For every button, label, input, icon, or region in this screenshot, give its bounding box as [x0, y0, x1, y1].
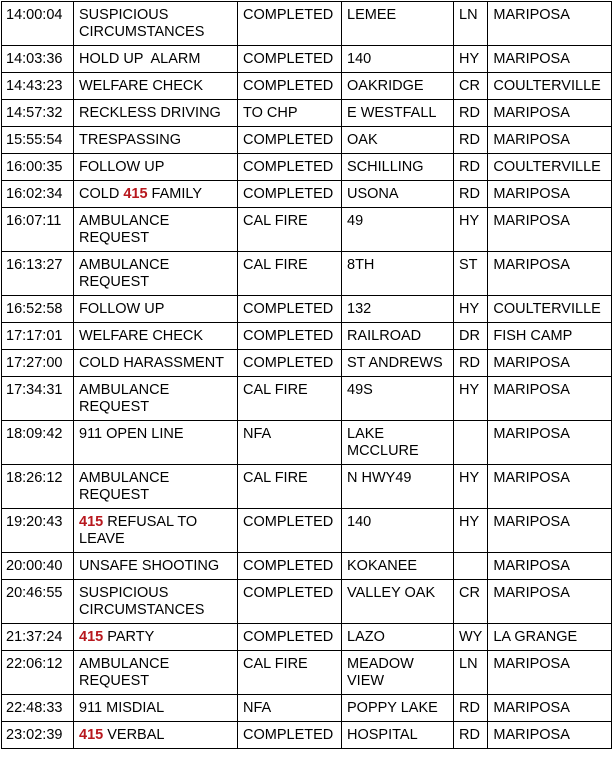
city-cell: LA GRANGE	[488, 624, 612, 651]
call-type-text: 911 OPEN LINE	[79, 426, 184, 442]
city-cell: MARIPOSA	[488, 509, 612, 553]
table-row	[2, 252, 612, 296]
call-type-text: AMBULANCE REQUEST	[79, 382, 170, 415]
time-cell: 14:43:23	[2, 73, 74, 100]
table-row	[2, 46, 612, 73]
status-cell: NFA	[238, 421, 342, 465]
time-cell: 16:07:11	[2, 208, 74, 252]
time-cell: 20:46:55	[2, 580, 74, 624]
city-cell: MARIPOSA	[488, 695, 612, 722]
code-415-badge: 415	[123, 186, 148, 202]
table-row	[2, 2, 612, 46]
street-cell: VALLEY OAK	[342, 580, 454, 624]
time-cell: 22:06:12	[2, 651, 74, 695]
time-cell: 16:52:58	[2, 296, 74, 323]
time-cell: 18:09:42	[2, 421, 74, 465]
call-type-cell	[74, 181, 238, 208]
street-suffix-cell: HY	[454, 377, 488, 421]
status-cell: COMPLETED	[238, 509, 342, 553]
table-row	[2, 580, 612, 624]
table-row	[2, 377, 612, 421]
call-type-text: HOLD UP ALARM	[79, 51, 201, 67]
city-cell: COULTERVILLE	[488, 73, 612, 100]
table-row	[2, 181, 612, 208]
call-type-cell	[74, 252, 238, 296]
status-cell: COMPLETED	[238, 553, 342, 580]
table-row	[2, 695, 612, 722]
street-suffix-cell: RD	[454, 350, 488, 377]
city-cell: MARIPOSA	[488, 421, 612, 465]
time-cell: 19:20:43	[2, 509, 74, 553]
call-type-cell	[74, 465, 238, 509]
time-cell: 22:48:33	[2, 695, 74, 722]
status-cell: CAL FIRE	[238, 651, 342, 695]
city-cell: MARIPOSA	[488, 127, 612, 154]
call-type-text: SUSPICIOUS CIRCUMSTANCES	[79, 585, 205, 618]
city-cell: MARIPOSA	[488, 46, 612, 73]
street-cell: POPPY LAKE	[342, 695, 454, 722]
call-type-text: AMBULANCE REQUEST	[79, 470, 170, 503]
status-cell: CAL FIRE	[238, 465, 342, 509]
street-cell: USONA	[342, 181, 454, 208]
table-row	[2, 154, 612, 181]
call-type-text: 911 MISDIAL	[79, 700, 165, 716]
status-cell: COMPLETED	[238, 2, 342, 46]
status-cell: COMPLETED	[238, 722, 342, 749]
table-row	[2, 509, 612, 553]
call-type-prefix: COLD	[79, 186, 124, 202]
city-cell: FISH CAMP	[488, 323, 612, 350]
call-type-text: REFUSAL TO LEAVE	[79, 514, 198, 547]
status-cell: COMPLETED	[238, 154, 342, 181]
street-cell: KOKANEE	[342, 553, 454, 580]
table-row	[2, 624, 612, 651]
status-cell: COMPLETED	[238, 46, 342, 73]
call-type-cell	[74, 323, 238, 350]
call-type-cell	[74, 695, 238, 722]
call-type-cell	[74, 2, 238, 46]
status-cell: COMPLETED	[238, 127, 342, 154]
call-type-text: FOLLOW UP	[79, 301, 165, 317]
time-cell: 16:13:27	[2, 252, 74, 296]
street-suffix-cell	[454, 421, 488, 465]
time-cell: 20:00:40	[2, 553, 74, 580]
city-cell: MARIPOSA	[488, 465, 612, 509]
time-cell: 14:57:32	[2, 100, 74, 127]
street-suffix-cell: RD	[454, 127, 488, 154]
status-cell: COMPLETED	[238, 73, 342, 100]
call-type-text: FOLLOW UP	[79, 159, 165, 175]
street-cell: OAKRIDGE	[342, 73, 454, 100]
call-type-text: PARTY	[103, 629, 155, 645]
street-suffix-cell: HY	[454, 208, 488, 252]
time-cell: 17:34:31	[2, 377, 74, 421]
time-cell: 23:02:39	[2, 722, 74, 749]
code-415-badge: 415	[79, 629, 104, 645]
table-row	[2, 323, 612, 350]
street-cell: OAK	[342, 127, 454, 154]
call-type-text: COLD HARASSMENT	[79, 355, 225, 371]
time-cell: 16:00:35	[2, 154, 74, 181]
call-type-cell	[74, 722, 238, 749]
table-row	[2, 208, 612, 252]
time-cell: 17:27:00	[2, 350, 74, 377]
city-cell: MARIPOSA	[488, 722, 612, 749]
city-cell: MARIPOSA	[488, 208, 612, 252]
call-type-text: WELFARE CHECK	[79, 328, 204, 344]
table-row	[2, 73, 612, 100]
city-cell: MARIPOSA	[488, 377, 612, 421]
street-suffix-cell: HY	[454, 509, 488, 553]
city-cell: MARIPOSA	[488, 651, 612, 695]
street-suffix-cell: LN	[454, 651, 488, 695]
street-cell: 49S	[342, 377, 454, 421]
street-suffix-cell: LN	[454, 2, 488, 46]
street-suffix-cell: HY	[454, 465, 488, 509]
street-suffix-cell: DR	[454, 323, 488, 350]
street-suffix-cell: CR	[454, 73, 488, 100]
street-suffix-cell: HY	[454, 46, 488, 73]
call-type-cell	[74, 350, 238, 377]
street-cell: ST ANDREWS	[342, 350, 454, 377]
time-cell: 14:03:36	[2, 46, 74, 73]
city-cell: MARIPOSA	[488, 350, 612, 377]
time-cell: 21:37:24	[2, 624, 74, 651]
call-type-text: FAMILY	[147, 186, 203, 202]
call-type-cell	[74, 73, 238, 100]
street-cell: HOSPITAL	[342, 722, 454, 749]
time-cell: 15:55:54	[2, 127, 74, 154]
city-cell: MARIPOSA	[488, 100, 612, 127]
call-type-text: AMBULANCE REQUEST	[79, 656, 170, 689]
call-type-cell	[74, 46, 238, 73]
time-cell: 16:02:34	[2, 181, 74, 208]
street-cell: LAKE MCCLURE	[342, 421, 454, 465]
city-cell: MARIPOSA	[488, 2, 612, 46]
status-cell: COMPLETED	[238, 624, 342, 651]
status-cell: NFA	[238, 695, 342, 722]
street-suffix-cell: RD	[454, 722, 488, 749]
street-suffix-cell: RD	[454, 154, 488, 181]
call-type-text: VERBAL	[103, 727, 165, 743]
call-type-cell	[74, 624, 238, 651]
time-cell: 17:17:01	[2, 323, 74, 350]
call-log-table	[1, 1, 612, 749]
table-row	[2, 421, 612, 465]
status-cell: COMPLETED	[238, 181, 342, 208]
call-type-cell	[74, 651, 238, 695]
call-type-cell	[74, 509, 238, 553]
status-cell: CAL FIRE	[238, 208, 342, 252]
call-type-cell	[74, 100, 238, 127]
city-cell: MARIPOSA	[488, 252, 612, 296]
street-cell: RAILROAD	[342, 323, 454, 350]
call-type-cell	[74, 208, 238, 252]
table-row	[2, 465, 612, 509]
call-type-cell	[74, 421, 238, 465]
street-cell: 49	[342, 208, 454, 252]
street-cell: SCHILLING	[342, 154, 454, 181]
status-cell: TO CHP	[238, 100, 342, 127]
street-cell: 132	[342, 296, 454, 323]
table-row	[2, 100, 612, 127]
table-row	[2, 296, 612, 323]
street-cell: LAZO	[342, 624, 454, 651]
call-type-text: UNSAFE SHOOTING	[79, 558, 220, 574]
call-type-cell	[74, 127, 238, 154]
city-cell: MARIPOSA	[488, 181, 612, 208]
time-cell: 14:00:04	[2, 2, 74, 46]
call-type-text: AMBULANCE REQUEST	[79, 213, 170, 246]
status-cell: CAL FIRE	[238, 377, 342, 421]
table-row	[2, 127, 612, 154]
call-type-text: SUSPICIOUS CIRCUMSTANCES	[79, 7, 205, 40]
status-cell: COMPLETED	[238, 580, 342, 624]
city-cell: MARIPOSA	[488, 580, 612, 624]
status-cell: COMPLETED	[238, 323, 342, 350]
table-row	[2, 553, 612, 580]
time-cell: 18:26:12	[2, 465, 74, 509]
call-type-cell	[74, 296, 238, 323]
call-type-text: WELFARE CHECK	[79, 78, 204, 94]
city-cell: MARIPOSA	[488, 553, 612, 580]
call-type-cell	[74, 377, 238, 421]
table-row	[2, 350, 612, 377]
street-suffix-cell: RD	[454, 181, 488, 208]
table-row	[2, 651, 612, 695]
street-cell: MEADOW VIEW	[342, 651, 454, 695]
call-type-cell	[74, 580, 238, 624]
street-suffix-cell: CR	[454, 580, 488, 624]
street-cell: LEMEE	[342, 2, 454, 46]
call-type-text: AMBULANCE REQUEST	[79, 257, 170, 290]
call-log-body	[2, 2, 612, 749]
code-415-badge: 415	[79, 514, 104, 530]
table-row	[2, 722, 612, 749]
call-type-text: TRESPASSING	[79, 132, 182, 148]
street-cell: 140	[342, 509, 454, 553]
call-type-cell	[74, 553, 238, 580]
call-type-cell	[74, 154, 238, 181]
street-cell: N HWY49	[342, 465, 454, 509]
street-cell: 140	[342, 46, 454, 73]
street-suffix-cell: RD	[454, 695, 488, 722]
street-suffix-cell: ST	[454, 252, 488, 296]
city-cell: COULTERVILLE	[488, 296, 612, 323]
street-suffix-cell: WY	[454, 624, 488, 651]
street-suffix-cell: HY	[454, 296, 488, 323]
street-suffix-cell	[454, 553, 488, 580]
city-cell: COULTERVILLE	[488, 154, 612, 181]
street-cell: E WESTFALL	[342, 100, 454, 127]
code-415-badge: 415	[79, 727, 104, 743]
call-type-text: RECKLESS DRIVING	[79, 105, 221, 121]
status-cell: COMPLETED	[238, 350, 342, 377]
status-cell: COMPLETED	[238, 296, 342, 323]
street-suffix-cell: RD	[454, 100, 488, 127]
status-cell: CAL FIRE	[238, 252, 342, 296]
street-cell: 8TH	[342, 252, 454, 296]
